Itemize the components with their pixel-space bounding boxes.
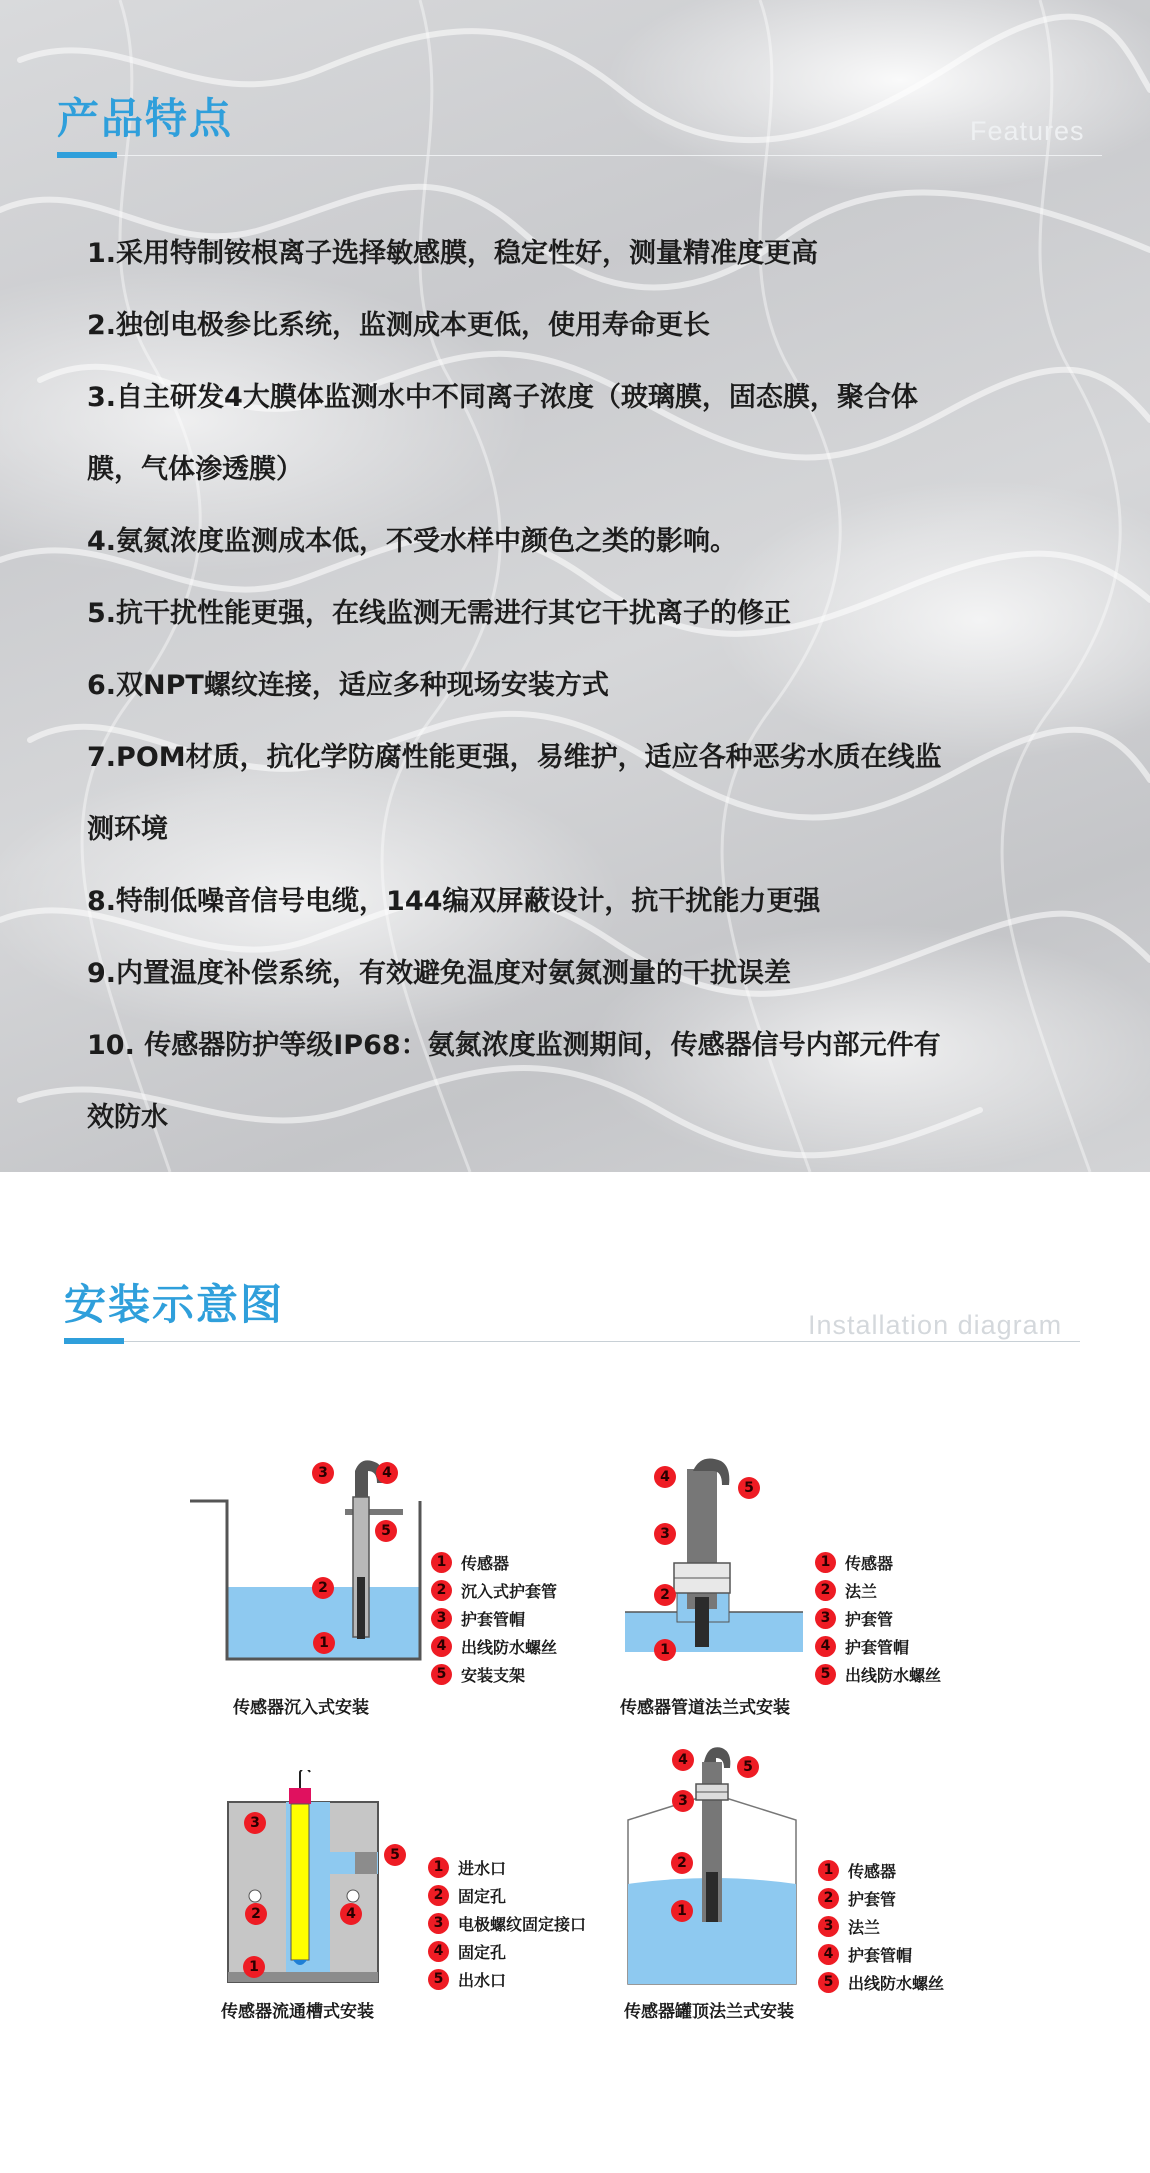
cable [300, 1770, 310, 1788]
sensor [357, 1577, 365, 1639]
marker-5: 5 [737, 1756, 759, 1778]
legend-number: 2 [431, 1580, 452, 1601]
marker-2: 2 [671, 1852, 693, 1874]
legend-item [428, 1909, 586, 1937]
legend-text: 护套管帽 [461, 1609, 526, 1629]
legend-number: 5 [818, 1972, 839, 1993]
feature-line: 6.双NPT螺纹连接，适应多种现场安装方式 [87, 670, 609, 701]
legend-number: 4 [431, 1636, 452, 1657]
caption-pipe-flange: 传感器管道法兰式安装 [620, 1698, 790, 1718]
legend-text: 传感器 [848, 1861, 897, 1881]
feature-line: 效防水 [87, 1102, 168, 1133]
legend-number: 3 [815, 1608, 836, 1629]
legend-text: 护套管帽 [848, 1945, 913, 1965]
marker-4: 4 [654, 1466, 676, 1488]
marker-5: 5 [375, 1520, 397, 1542]
feature-line: 4.氨氮浓度监测成本低，不受水样中颜色之类的影响。 [87, 526, 738, 557]
legend-item [818, 1940, 944, 1968]
legend-number: 2 [815, 1580, 836, 1601]
marker-4: 4 [672, 1749, 694, 1771]
legend-item [431, 1660, 557, 1688]
legend-number: 5 [815, 1664, 836, 1685]
legend-text: 传感器 [461, 1553, 510, 1573]
legend-text: 沉入式护套管 [461, 1581, 558, 1601]
marker-5: 5 [384, 1844, 406, 1866]
outlet-port [355, 1852, 377, 1874]
marker-3: 3 [312, 1462, 334, 1484]
legend-item [431, 1548, 557, 1576]
legend-number: 4 [815, 1636, 836, 1657]
marker-1: 1 [243, 1956, 265, 1978]
feature-line: 1.采用特制铵根离子选择敏感膜，稳定性好，测量精准度更高 [87, 238, 819, 269]
legend-number: 1 [815, 1552, 836, 1573]
legend-text: 出水口 [458, 1970, 507, 1990]
legend-item [818, 1912, 944, 1940]
legend-item [815, 1576, 941, 1604]
legend-item [818, 1856, 944, 1884]
sensor [291, 1804, 309, 1960]
legend-item [428, 1965, 586, 1993]
legend-text: 出线防水螺丝 [461, 1637, 558, 1657]
legend-number: 1 [431, 1552, 452, 1573]
legend-number: 2 [818, 1888, 839, 1909]
caption-tank-top: 传感器罐顶法兰式安装 [624, 2002, 794, 2022]
legend-item [431, 1576, 557, 1604]
marker-3: 3 [244, 1812, 266, 1834]
legend-number: 5 [431, 1664, 452, 1685]
install-title-rule [124, 1341, 1080, 1342]
thread-interface [289, 1788, 311, 1804]
legend-text: 出线防水螺丝 [848, 1973, 945, 1993]
legend-item [431, 1604, 557, 1632]
diagram-tank-top [620, 1732, 805, 1992]
marker-1: 1 [671, 1900, 693, 1922]
marker-2: 2 [312, 1577, 334, 1599]
legend-item [818, 1968, 944, 1996]
legend-number: 3 [818, 1916, 839, 1937]
legend-pipe-flange [815, 1548, 941, 1688]
marker-2: 2 [245, 1903, 267, 1925]
legend-item [815, 1660, 941, 1688]
legend-text: 护套管 [845, 1609, 894, 1629]
marker-4: 4 [376, 1462, 398, 1484]
feature-line: 3.自主研发4大膜体监测水中不同离子浓度（玻璃膜，固态膜，聚合体 [87, 382, 918, 413]
fixing-hole [347, 1890, 359, 1902]
install-title-en: Installation diagram [808, 1310, 1063, 1340]
legend-number: 4 [428, 1941, 449, 1962]
feature-line: 5.抗干扰性能更强，在线监测无需进行其它干扰离子的修正 [87, 598, 792, 629]
caption-submerged: 传感器沉入式安装 [233, 1698, 369, 1718]
legend-item [428, 1853, 586, 1881]
legend-text: 电极螺纹固定接口 [458, 1914, 587, 1934]
diagram-pipe-flange [625, 1457, 805, 1667]
install-title-underline [64, 1338, 124, 1344]
marker-1: 1 [313, 1632, 335, 1654]
legend-text: 安装支架 [461, 1665, 526, 1685]
legend-item [431, 1632, 557, 1660]
install-title: 安装示意图 [64, 1280, 285, 1329]
legend-text: 法兰 [848, 1917, 881, 1937]
legend-item [815, 1548, 941, 1576]
marker-3: 3 [672, 1790, 694, 1812]
diagram-submerged [190, 1457, 430, 1677]
legend-number: 3 [431, 1608, 452, 1629]
legend-item [428, 1881, 586, 1909]
feature-line: 测环境 [87, 814, 168, 845]
features-title: 产品特点 [57, 94, 234, 143]
marker-1: 1 [654, 1639, 676, 1661]
legend-number: 5 [428, 1969, 449, 1990]
sensor [695, 1597, 709, 1647]
feature-line: 10. 传感器防护等级IP68：氨氮浓度监测期间，传感器信号内部元件有 [87, 1030, 941, 1061]
legend-flow-cell [428, 1853, 586, 1993]
features-title-en: Features [970, 116, 1085, 146]
sensor [706, 1872, 718, 1922]
legend-text: 进水口 [458, 1858, 507, 1878]
legend-text: 护套管 [848, 1889, 897, 1909]
marker-5: 5 [738, 1477, 760, 1499]
legend-number: 3 [428, 1913, 449, 1934]
marker-3: 3 [654, 1523, 676, 1545]
legend-item [815, 1632, 941, 1660]
legend-tank-top [818, 1856, 944, 1996]
marker-2: 2 [654, 1584, 676, 1606]
feature-line: 膜，气体渗透膜） [87, 454, 303, 485]
legend-text: 护套管帽 [845, 1637, 910, 1657]
legend-text: 固定孔 [458, 1942, 507, 1962]
feature-line: 7.POM材质，抗化学防腐性能更强，易维护，适应各种恶劣水质在线监 [87, 742, 942, 773]
legend-number: 4 [818, 1944, 839, 1965]
legend-item [818, 1884, 944, 1912]
legend-item [815, 1604, 941, 1632]
caption-flow-cell: 传感器流通槽式安装 [221, 2002, 374, 2022]
legend-number: 1 [818, 1860, 839, 1881]
features-title-underline [57, 152, 117, 158]
features-title-rule [117, 155, 1102, 156]
legend-submerged [431, 1548, 557, 1688]
feature-list [87, 218, 1077, 1154]
install-section [0, 1172, 1150, 2173]
legend-number: 1 [428, 1857, 449, 1878]
feature-line: 9.内置温度补偿系统，有效避免温度对氨氮测量的干扰误差 [87, 958, 792, 989]
feature-line: 2.独创电极参比系统，监测成本更低，使用寿命更长 [87, 310, 711, 341]
legend-text: 法兰 [845, 1581, 878, 1601]
legend-item [428, 1937, 586, 1965]
legend-text: 固定孔 [458, 1886, 507, 1906]
feature-line: 8.特制低噪音信号电缆，144编双屏蔽设计，抗干扰能力更强 [87, 886, 821, 917]
marker-4: 4 [340, 1903, 362, 1925]
legend-text: 出线防水螺丝 [845, 1665, 942, 1685]
legend-text: 传感器 [845, 1553, 894, 1573]
legend-number: 2 [428, 1885, 449, 1906]
fixing-hole [249, 1890, 261, 1902]
